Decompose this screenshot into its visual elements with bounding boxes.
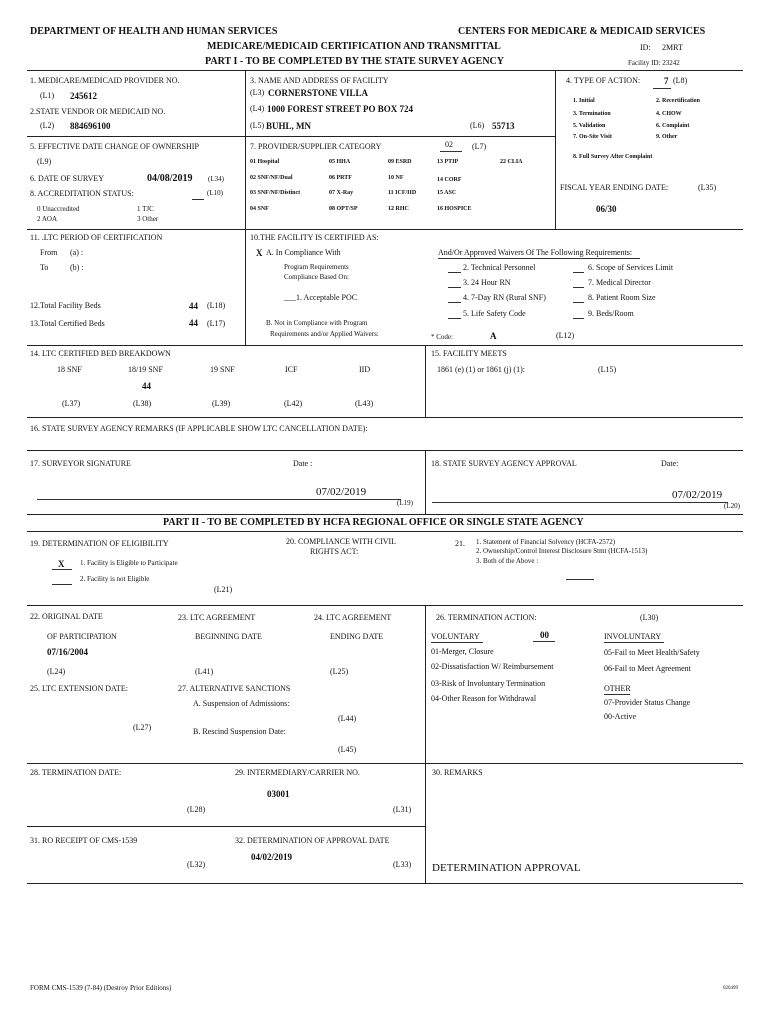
program-req-label: Program Requirements xyxy=(284,263,349,271)
l6-code: (L6) xyxy=(470,121,485,130)
compliance-mark: X xyxy=(256,248,263,258)
l17-code: (L17) xyxy=(207,319,226,328)
l10-code: (L10) xyxy=(207,189,223,197)
action-option: 9. Other xyxy=(656,134,678,140)
bed-col: 19 SNF xyxy=(210,365,235,374)
original-date-value: 07/16/2004 xyxy=(47,647,89,657)
l5-code: (L5) xyxy=(250,121,265,130)
surveyor-signature-label: 17. SURVEYOR SIGNATURE xyxy=(30,459,131,468)
not-compliance-label: B. Not in Compliance with Program xyxy=(266,319,368,327)
eligibility-mark: X xyxy=(58,559,65,569)
l33-code: (L33) xyxy=(393,860,412,869)
action-option: 1. Initial xyxy=(573,98,595,104)
l31-code: (L31) xyxy=(393,805,412,814)
category-item: 06 PRTF xyxy=(329,175,352,181)
facility-address-label: 3. NAME AND ADDRESS OF FACILITY xyxy=(250,76,389,85)
acceptable-poc: ___1. Acceptable POC xyxy=(284,293,358,302)
category-item: 07 X-Ray xyxy=(329,190,354,196)
accreditation-option: 3 Other xyxy=(137,215,159,223)
l12-code: (L12) xyxy=(556,331,575,340)
provider-category-label: 7. PROVIDER/SUPPLIER CATEGORY xyxy=(250,142,382,151)
agency-approval-label: 18. STATE SURVEY AGENCY APPROVAL xyxy=(431,459,577,468)
action-option: 6. Complaint xyxy=(656,123,690,129)
l7-code: (L7) xyxy=(472,142,487,151)
form-number: FORM CMS-1539 (7-84) (Destroy Prior Editions) xyxy=(30,984,172,992)
id-value: 2MRT xyxy=(662,43,683,52)
eligibility-option-1: 1. Facility is Eligible to Participate xyxy=(80,559,178,567)
provider-category-value: 02 xyxy=(445,140,453,149)
provider-no-label: 1. MEDICARE/MEDICAID PROVIDER NO. xyxy=(30,76,180,85)
civil-rights-label-1: 20. COMPLIANCE WITH CIVIL xyxy=(286,537,397,546)
category-item: 15 ASC xyxy=(437,190,457,196)
certified-beds-label: 13.Total Certified Beds xyxy=(30,319,105,328)
l34-code: (L34) xyxy=(208,175,224,183)
form-code: 020499 xyxy=(723,986,738,991)
compliance-a-label: A. In Compliance With xyxy=(266,248,341,257)
facility-name: CORNERSTONE VILLA xyxy=(268,88,368,98)
from-a-label: (a) : xyxy=(70,248,84,257)
termination-value: 00 xyxy=(540,630,549,640)
action-option: 4. CHOW xyxy=(656,111,682,117)
involuntary-option: 05-Fail to Meet Health/Safety xyxy=(604,648,700,657)
item-21-3: 3. Both of the Above : xyxy=(476,557,539,565)
eligibility-label: 19. DETERMINATION OF ELIGIBILITY xyxy=(30,539,169,548)
l44-code: (L44) xyxy=(338,714,357,723)
voluntary-option: 03-Risk of Involuntary Termination xyxy=(431,679,546,688)
approval-date-value: 04/02/2019 xyxy=(251,852,293,862)
ltc-agreement-begin-label: 23. LTC AGREEMENT xyxy=(178,613,256,622)
voluntary-label: VOLUNTARY xyxy=(431,632,480,641)
to-b-label: (b) : xyxy=(70,263,84,272)
snf-18-19-beds: 44 xyxy=(142,381,151,391)
waiver-item: 2. Technical Personnel xyxy=(463,263,536,272)
waiver-item: 6. Scope of Services Limit xyxy=(588,263,674,272)
waiver-item: 9. Beds/Room xyxy=(588,309,634,318)
ownership-change-label: 5. EFFECTIVE DATE CHANGE OF OWNERSHIP xyxy=(30,142,199,151)
surveyor-date-label: Date : xyxy=(293,459,313,468)
action-type-value: 7 xyxy=(664,76,669,86)
l21-code: (L21) xyxy=(214,585,233,594)
l4-code: (L4) xyxy=(250,104,265,113)
voluntary-option: 01-Merger, Closure xyxy=(431,647,494,656)
cms-heading: CENTERS FOR MEDICARE & MEDICAID SERVICES xyxy=(458,26,706,37)
bed-col: ICF xyxy=(285,365,298,374)
ro-receipt-label: 31. RO RECEIPT OF CMS-1539 xyxy=(30,836,138,845)
action-option: 3. Termination xyxy=(573,111,611,117)
bed-col: 18 SNF xyxy=(57,365,82,374)
fiscal-year-label: FISCAL YEAR ENDING DATE: xyxy=(560,183,669,192)
facility-zip: 55713 xyxy=(492,121,515,131)
facility-meets-text: 1861 (e) (1) or 1861 (j) (1): xyxy=(437,365,525,374)
bed-code: (L38) xyxy=(133,399,152,408)
bed-code: (L43) xyxy=(355,399,374,408)
facility-meets-label: 15. FACILITY MEETS xyxy=(431,349,507,358)
surveyor-date: 07/02/2019 xyxy=(316,486,367,498)
other-option: 00-Active xyxy=(604,712,636,721)
l20-code: (L20) xyxy=(724,502,740,510)
facility-id: Facility ID: 23242 xyxy=(628,59,680,67)
certified-beds-value: 44 xyxy=(189,318,198,328)
survey-date-value: 04/08/2019 xyxy=(147,173,193,184)
l18-code: (L18) xyxy=(207,301,226,310)
facility-street: 1000 FOREST STREET PO BOX 724 xyxy=(267,104,413,114)
l9-code: (L9) xyxy=(37,157,52,166)
intermediary-value: 03001 xyxy=(267,789,290,799)
facility-city: BUHL, MN xyxy=(266,121,311,131)
category-item: 10 NF xyxy=(388,175,404,181)
l41-code: (L41) xyxy=(195,667,214,676)
l32-code: (L32) xyxy=(187,860,206,869)
code-label: * Code: xyxy=(431,333,453,341)
eligibility-option-2: 2. Facility is not Eligible xyxy=(80,575,150,583)
waiver-item: 3. 24 Hour RN xyxy=(463,278,511,287)
ending-date-label: ENDING DATE xyxy=(330,632,384,641)
remarks-30-label: 30. REMARKS xyxy=(432,768,483,777)
action-option: 7. On-Site Visit xyxy=(573,134,612,140)
item-21-num: 21. xyxy=(455,539,465,548)
ltc-extension-label: 25. LTC EXTENSION DATE: xyxy=(30,684,128,693)
l24-code: (L24) xyxy=(47,667,66,676)
approval-date-label: 32. DETERMINATION OF APPROVAL DATE xyxy=(235,836,390,845)
accreditation-option: 0 Unaccredited xyxy=(37,205,80,213)
agency-date: 07/02/2019 xyxy=(672,489,723,501)
other-option: 07-Provider Status Change xyxy=(604,698,691,707)
id-label: ID: xyxy=(640,43,651,52)
bed-col: IID xyxy=(359,365,371,374)
accreditation-option: 2 AOA xyxy=(37,215,58,223)
bed-code: (L42) xyxy=(284,399,303,408)
accreditation-label: 8. ACCREDITATION STATUS: xyxy=(30,189,134,198)
action-option: 2. Recertification xyxy=(656,98,700,104)
category-item: 05 HHA xyxy=(329,159,351,165)
item-21-2: 2. Ownership/Control Interest Disclosure Stmt (HCFA-1513) xyxy=(476,547,648,555)
l15-code: (L15) xyxy=(598,365,617,374)
l2-code: (L2) xyxy=(40,121,55,130)
waiver-item: 4. 7-Day RN (Rural SNF) xyxy=(463,293,546,302)
compliance-based-label: Compliance Based On: xyxy=(284,273,349,281)
l25-code: (L25) xyxy=(330,667,349,676)
alt-sanctions-label: 27. ALTERNATIVE SANCTIONS xyxy=(178,684,291,693)
agency-date-label: Date: xyxy=(661,459,679,468)
rescind-suspension: B. Rescind Suspension Date: xyxy=(193,727,286,736)
determination-approval: DETERMINATION APPROVAL xyxy=(432,862,581,874)
category-item: 08 OPT/SP xyxy=(329,206,358,212)
category-item: 01 Hospital xyxy=(250,159,280,165)
l1-code: (L1) xyxy=(40,91,55,100)
total-beds-value: 44 xyxy=(189,301,198,311)
department-heading: DEPARTMENT OF HEALTH AND HUMAN SERVICES xyxy=(30,26,278,37)
category-item: 11 ICF/IID xyxy=(388,190,417,196)
l19-code: (L19) xyxy=(397,499,413,507)
vendor-no-label: 2.STATE VENDOR OR MEDICAID NO. xyxy=(30,107,166,116)
category-item: 04 SNF xyxy=(250,206,269,212)
involuntary-option: 06-Fail to Meet Agreement xyxy=(604,664,691,673)
total-beds-label: 12.Total Facility Beds xyxy=(30,301,101,310)
termination-action-label: 26. TERMINATION ACTION: xyxy=(436,613,537,622)
category-item: 02 SNF/NF/Dual xyxy=(250,175,293,181)
category-item: 03 SNF/NF/Distinct xyxy=(250,190,301,196)
category-item: 12 RHC xyxy=(388,206,409,212)
l35-code: (L35) xyxy=(698,183,717,192)
waivers-req-label: Requirements and/or Applied Waivers: xyxy=(270,330,379,338)
participation-label: OF PARTICIPATION xyxy=(47,632,117,641)
bed-code: (L37) xyxy=(62,399,81,408)
l45-code: (L45) xyxy=(338,745,357,754)
voluntary-option: 04-Other Reason for Withdrawal xyxy=(431,694,537,703)
other-label: OTHER xyxy=(604,684,631,693)
from-label: From xyxy=(40,248,58,257)
original-date-label: 22. ORIGINAL DATE xyxy=(30,612,103,621)
l8-code: (L8) xyxy=(673,76,688,85)
action-option: 8. Full Survey After Complaint xyxy=(573,154,653,160)
suspension-admissions: A. Suspension of Admissions: xyxy=(193,699,290,708)
termination-date-label: 28. TERMINATION DATE: xyxy=(30,768,122,777)
part2-heading: PART II - TO BE COMPLETED BY HCFA REGIONAL OFFICE OR SINGLE STATE AGENCY xyxy=(163,517,584,528)
fiscal-year-value: 06/30 xyxy=(596,204,617,214)
waivers-heading: And/Or Approved Waivers Of The Following Requirements: xyxy=(438,248,633,257)
waiver-item: 5. Life Safety Code xyxy=(463,309,526,318)
vendor-no-value: 884696100 xyxy=(70,121,111,131)
item-21-1: 1. Statement of Financial Solvency (HCFA-2572) xyxy=(476,538,616,546)
involuntary-label: INVOLUNTARY xyxy=(604,632,662,641)
form-title: MEDICARE/MEDICAID CERTIFICATION AND TRANSMITTAL xyxy=(207,41,501,52)
category-item: 13 PTIP xyxy=(437,159,459,165)
category-item: 16 HOSPICE xyxy=(437,206,472,212)
beginning-date-label: BEGINNING DATE xyxy=(195,632,262,641)
category-item: 22 CLIA xyxy=(500,159,523,165)
category-item: 14 CORF xyxy=(437,177,462,183)
ltc-agreement-end-label: 24. LTC AGREEMENT xyxy=(314,613,392,622)
action-type-label: 4. TYPE OF ACTION: xyxy=(566,76,641,85)
provider-no-value: 245612 xyxy=(70,91,97,101)
civil-rights-label-2: RIGHTS ACT: xyxy=(310,547,359,556)
bed-code: (L39) xyxy=(212,399,231,408)
l27-code: (L27) xyxy=(133,723,152,732)
ltc-bed-breakdown-label: 14. LTC CERTIFIED BED BREAKDOWN xyxy=(30,349,171,358)
intermediary-label: 29. INTERMEDIARY/CARRIER NO. xyxy=(235,768,360,777)
action-option: 5. Validation xyxy=(573,123,606,129)
l3-code: (L3) xyxy=(250,88,265,97)
part1-heading: PART I - TO BE COMPLETED BY THE STATE SURVEY AGENCY xyxy=(205,56,504,67)
ltc-period-label: 11. .LTC PERIOD OF CERTIFICATION xyxy=(30,233,163,242)
category-item: 09 ESRD xyxy=(388,159,412,165)
bed-col: 18/19 SNF xyxy=(128,365,163,374)
l28-code: (L28) xyxy=(187,805,206,814)
waiver-item: 8. Patient Room Size xyxy=(588,293,656,302)
code-value: A xyxy=(490,331,497,341)
certified-as-label: 10.THE FACILITY IS CERTIFIED AS: xyxy=(250,233,379,242)
accreditation-option: 1 TJC xyxy=(137,205,154,213)
l30-code: (L30) xyxy=(640,613,659,622)
waiver-item: 7. Medical Director xyxy=(588,278,651,287)
survey-date-label: 6. DATE OF SURVEY xyxy=(30,174,105,183)
voluntary-option: 02-Dissatisfaction W/ Reimbursement xyxy=(431,662,554,671)
remarks-16-label: 16. STATE SURVEY AGENCY REMARKS (IF APPLICABLE SHOW LTC CANCELLATION DATE): xyxy=(30,424,368,433)
to-label: To xyxy=(40,263,49,272)
